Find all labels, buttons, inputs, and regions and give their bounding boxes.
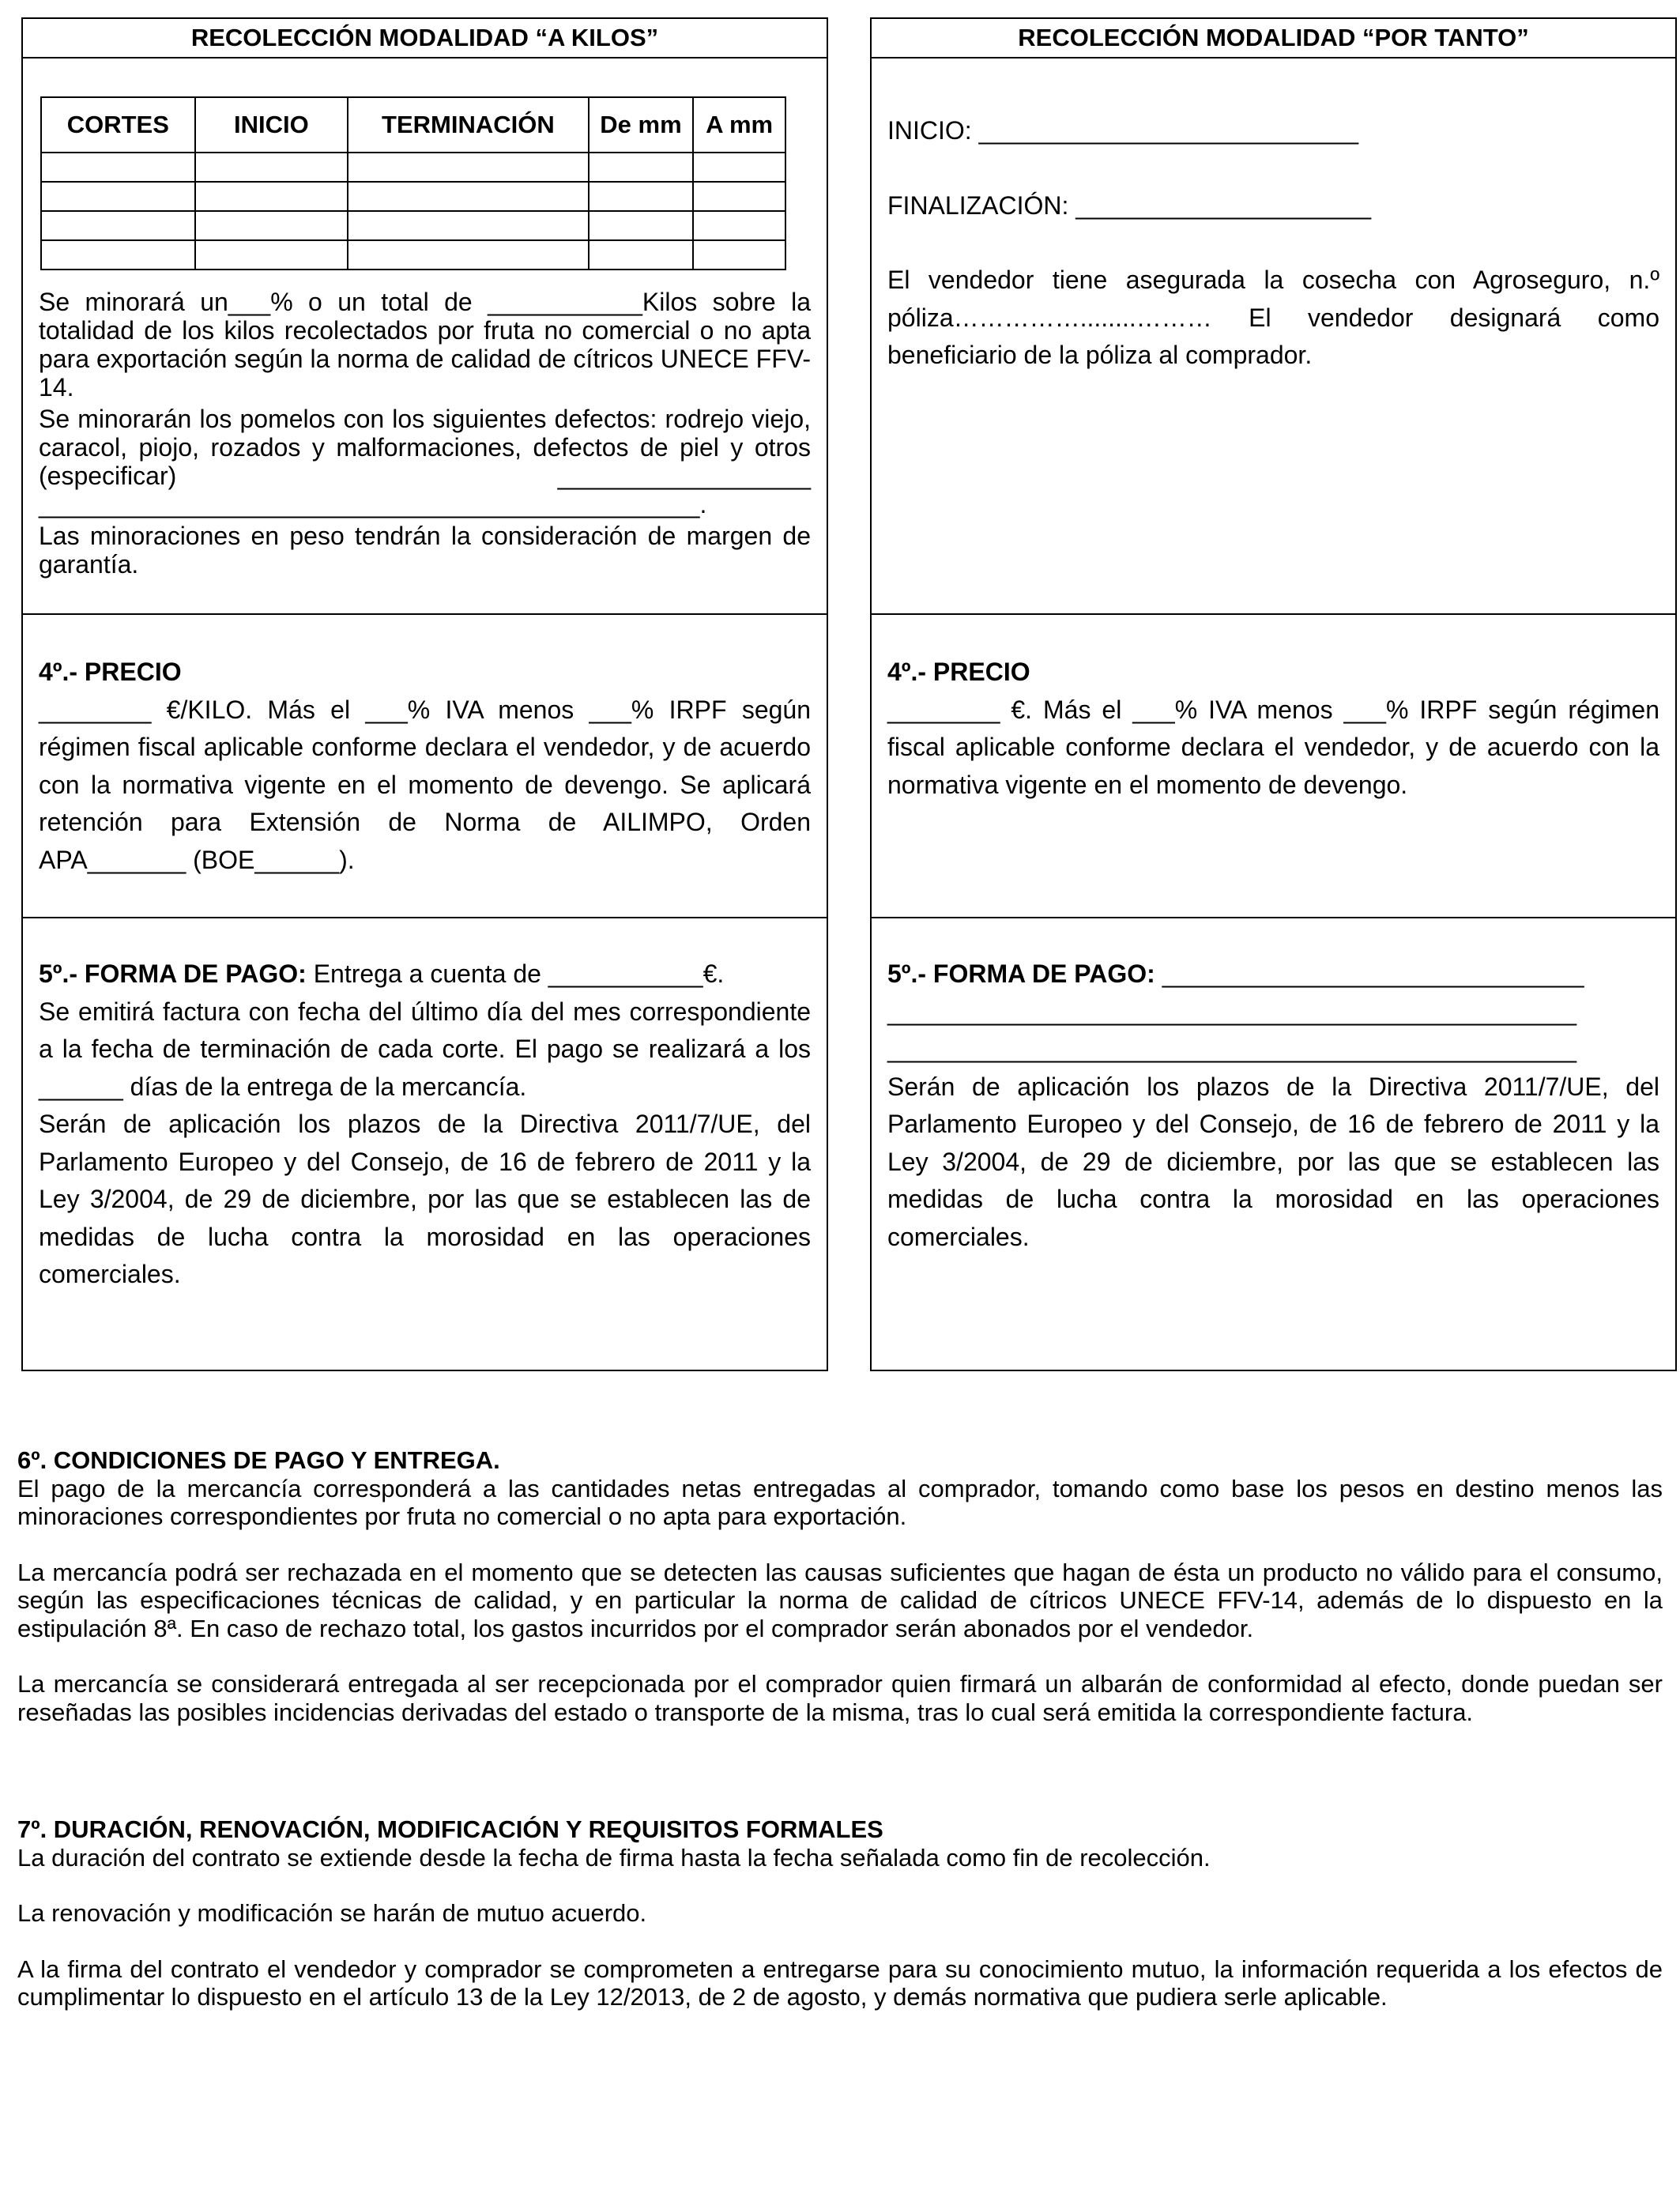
table-cell[interactable] [693, 211, 785, 240]
por-tanto-title: RECOLECCIÓN MODALIDAD “POR TANTO” [872, 19, 1675, 58]
table-cell[interactable] [41, 240, 195, 270]
forma-pago-blank-1[interactable]: ______________________________ [1155, 959, 1584, 988]
forma-pago-directiva-right: Serán de aplicación los plazos de la Directiva 2011/7/UE, del Parlamento Europeo y del Consejo, de 16 de febrero de 2011 y la Ley 3/2004, de 29 de diciembre, por las que se establecen las medidas de lucha contra la morosidad en las operaciones comerciales. [887, 1072, 1659, 1251]
col-header-inicio: INICIO [195, 97, 348, 153]
col-header-a-mm: A mm [693, 97, 785, 153]
clause-6-p3: La mercancía se considerará entregada al ser recepcionada por el comprador quien firmará un albarán de conformidad al efecto, donde puedan ser reseñadas las posibles incidencias derivadas del estado o transporte de la misma, tras lo cual será emitida la correspondiente factura. [17, 1670, 1663, 1726]
divider [872, 613, 1675, 615]
table-cell[interactable] [693, 240, 785, 270]
clause-6-p1: El pago de la mercancía corresponderá a las cantidades netas entregadas al comprador, tomando como base los pesos en destino menos las minoraciones correspondientes por fruta no comercial o no apta para exportación. [17, 1474, 1663, 1530]
precio-section [23, 654, 827, 879]
clause-7-p1: La duración del contrato se extiende desde la fecha de firma hasta la fecha señalada como fin de recolección. [17, 1843, 1211, 1872]
precio-title-right: 4º.- PRECIO [887, 658, 1030, 686]
table-cell[interactable] [195, 182, 348, 211]
col-header-terminacion: TERMINACIÓN [348, 97, 589, 153]
forma-pago-blank-3[interactable]: _________________________________________________ [887, 1035, 1577, 1063]
clause-7 [17, 1815, 1663, 2011]
table-cell[interactable] [589, 153, 694, 182]
forma-pago-title: 5º.- FORMA DE PAGO: [39, 959, 307, 988]
inicio-field[interactable]: INICIO: ___________________________ [887, 116, 1359, 145]
table-cell[interactable] [589, 240, 694, 270]
clause-6 [17, 1446, 1663, 1726]
precio-text-right: ________ €. Más el ___% IVA menos ___% IRPF según régimen fiscal aplicable conforme declara el vendedor, y de acuerdo con la normativa vigente en el momento de devengo. [887, 695, 1659, 799]
forma-pago-section-right [872, 956, 1675, 1256]
cortes-table [40, 96, 786, 270]
seguro-text: El vendedor tiene asegurada la cosecha con Agroseguro, n.º póliza……………........……… El vendedor designará como beneficiario de la póliza al comprador. [887, 266, 1659, 369]
table-row [41, 153, 785, 182]
col-header-cortes: CORTES [41, 97, 195, 153]
divider [23, 917, 827, 918]
clause-7-p2: La renovación y modificación se harán de mutuo acuerdo. [17, 1899, 647, 1927]
table-cell[interactable] [693, 153, 785, 182]
forma-pago-section [23, 956, 827, 1294]
forma-pago-blank-2[interactable]: _________________________________________________ [887, 997, 1577, 1026]
cortes-table-header [41, 97, 785, 153]
por-tanto-column [870, 17, 1677, 1371]
clause-7-p3: A la firma del contrato el vendedor y comprador se comprometen a entregarse para su conocimiento mutuo, la información requerida a los efectos de cumplimentar lo dispuesto en el artículo 13 de la Ley 12/2013, de 2 de agosto, y demás normativa que pudiera serle aplicable. [17, 1955, 1663, 2011]
precio-text: ________ €/KILO. Más el ___% IVA menos ___% IRPF según régimen fiscal aplicable conforme declara el vendedor, y de acuerdo con la normativa vigente en el momento de devengo. Se aplicará retención para Extensión de Norma de AILIMPO, Orden APA_______ (BOE______). [39, 695, 811, 874]
table-cell[interactable] [589, 182, 694, 211]
forma-pago-factura: Se emitirá factura con fecha del último día del mes correspondiente a la fecha de terminación de cada corte. El pago se realizará a los ______ días de la entrega de la mercancía. [39, 997, 811, 1101]
clause-6-title: 6º. CONDICIONES DE PAGO Y ENTREGA. [17, 1446, 500, 1474]
table-cell[interactable] [589, 211, 694, 240]
a-kilos-column [21, 17, 828, 1371]
table-row [41, 240, 785, 270]
a-kilos-title: RECOLECCIÓN MODALIDAD “A KILOS” [23, 19, 827, 58]
divider [872, 917, 1675, 918]
finalizacion-field[interactable]: FINALIZACIÓN: _____________________ [887, 190, 1371, 220]
table-cell[interactable] [348, 240, 589, 270]
forma-pago-title-right: 5º.- FORMA DE PAGO: [887, 959, 1155, 988]
table-cell[interactable] [41, 153, 195, 182]
minoracion-text-3: Las minoraciones en peso tendrán la consideración de margen de garantía. [39, 522, 811, 579]
table-cell[interactable] [195, 153, 348, 182]
table-cell[interactable] [195, 240, 348, 270]
divider [23, 613, 827, 615]
minoracion-text-2: Se minorarán los pomelos con los siguientes defectos: rodrejo viejo, caracol, piojo, rozados y malformaciones, defectos de piel y otros (especificar) __________________ _______________________________________________. [39, 405, 811, 518]
table-cell[interactable] [348, 182, 589, 211]
table-cell[interactable] [41, 211, 195, 240]
table-cell[interactable] [693, 182, 785, 211]
minoracion-text-1: Se minorará un___% o un total de ___________Kilos sobre la totalidad de los kilos recolectados por fruta no comercial o no apta para exportación según la norma de calidad de cítricos UNECE FFV-14. [39, 288, 811, 401]
table-cell[interactable] [41, 182, 195, 211]
fechas-section [872, 112, 1675, 375]
forma-pago-entrega: Entrega a cuenta de ___________€. [306, 959, 725, 988]
forma-pago-directiva: Serán de aplicación los plazos de la Directiva 2011/7/UE, del Parlamento Europeo y del Consejo, de 16 de febrero de 2011 y la Ley 3/2004, de 29 de diciembre, por las que se establecen las de medidas de lucha contra la morosidad en las operaciones comerciales. [39, 1110, 811, 1288]
minoraciones-section [23, 288, 827, 579]
clause-6-p2: La mercancía podrá ser rechazada en el momento que se detecten las causas suficientes que hagan de ésta un producto no válido para el consumo, según las especificaciones técnicas de calidad, y en particular la norma de calidad de cítricos UNECE FFV-14, además de lo dispuesto en la estipulación 8ª. En caso de rechazo total, los gastos incurridos por el comprador serán abonados por el vendedor. [17, 1558, 1663, 1642]
col-header-de-mm: De mm [589, 97, 694, 153]
table-cell[interactable] [195, 211, 348, 240]
table-cell[interactable] [348, 153, 589, 182]
precio-section-right [872, 654, 1675, 804]
table-row [41, 211, 785, 240]
clause-7-title: 7º. DURACIÓN, RENOVACIÓN, MODIFICACIÓN Y REQUISITOS FORMALES [17, 1815, 883, 1843]
precio-title: 4º.- PRECIO [39, 658, 182, 686]
table-cell[interactable] [348, 211, 589, 240]
table-row [41, 182, 785, 211]
